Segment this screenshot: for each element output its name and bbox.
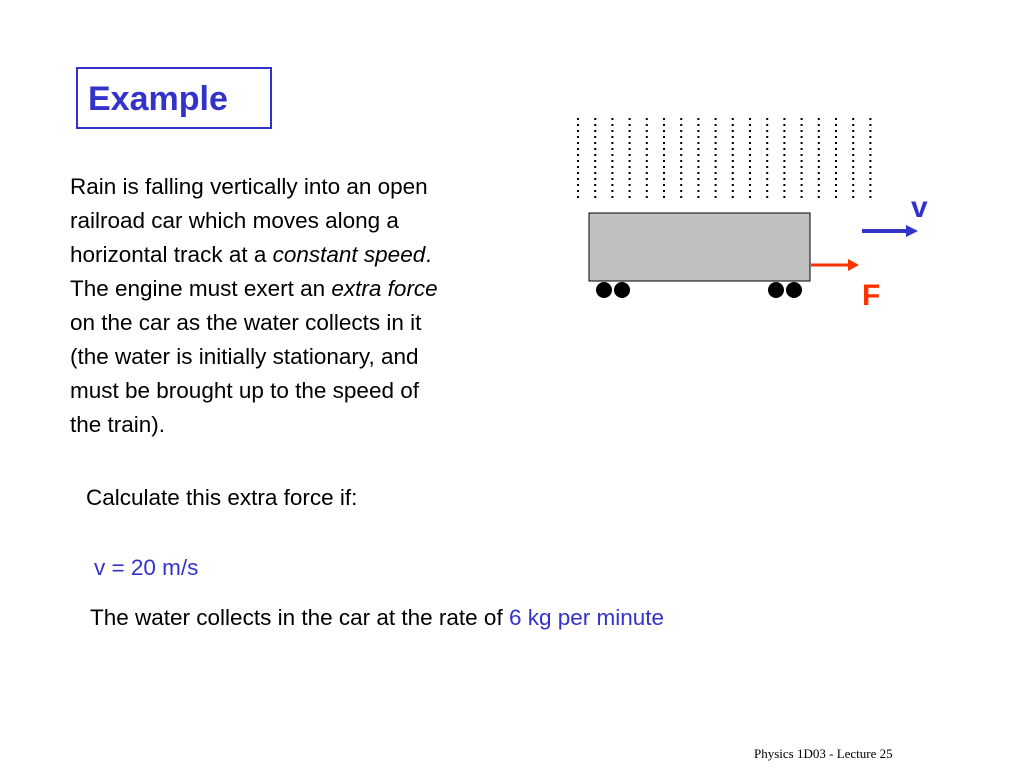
wheel-icon	[768, 282, 784, 298]
velocity-label: v	[911, 191, 928, 224]
given-velocity: v = 20 m/s	[94, 555, 199, 580]
railroad-car	[589, 213, 810, 281]
paragraph-text: The engine must exert an	[70, 276, 332, 301]
calculate-prompt: Calculate this extra force if:	[86, 485, 358, 510]
paragraph-line: railroad car which moves along a	[70, 208, 399, 233]
footer-lecture: Physics 1D03 - Lecture 25	[754, 746, 893, 761]
wheel-icon	[786, 282, 802, 298]
rate-prefix: The water collects in the car at the rate of	[90, 605, 509, 630]
paragraph-text: .	[425, 242, 432, 267]
slide-title: Example	[88, 80, 228, 118]
velocity-arrow	[862, 225, 918, 237]
emphasis-extra-force: extra force	[331, 276, 438, 301]
force-label: F	[862, 279, 881, 312]
paragraph-line: must be brought up to the speed of	[70, 378, 419, 403]
wheel-icon	[596, 282, 612, 298]
paragraph-line: Rain is falling vertically into an open	[70, 174, 428, 199]
paragraph-line: (the water is initially stationary, and	[70, 344, 419, 369]
rate-value: 6 kg per minute	[508, 605, 665, 630]
emphasis-constant-speed: constant speed	[272, 242, 426, 267]
wheel-icon	[614, 282, 630, 298]
paragraph-line: the train).	[70, 412, 166, 437]
rain-drops	[578, 118, 870, 200]
paragraph-text: horizontal track at a	[70, 242, 273, 267]
force-arrow	[811, 259, 859, 271]
paragraph-line: on the car as the water collects in it	[70, 310, 422, 335]
